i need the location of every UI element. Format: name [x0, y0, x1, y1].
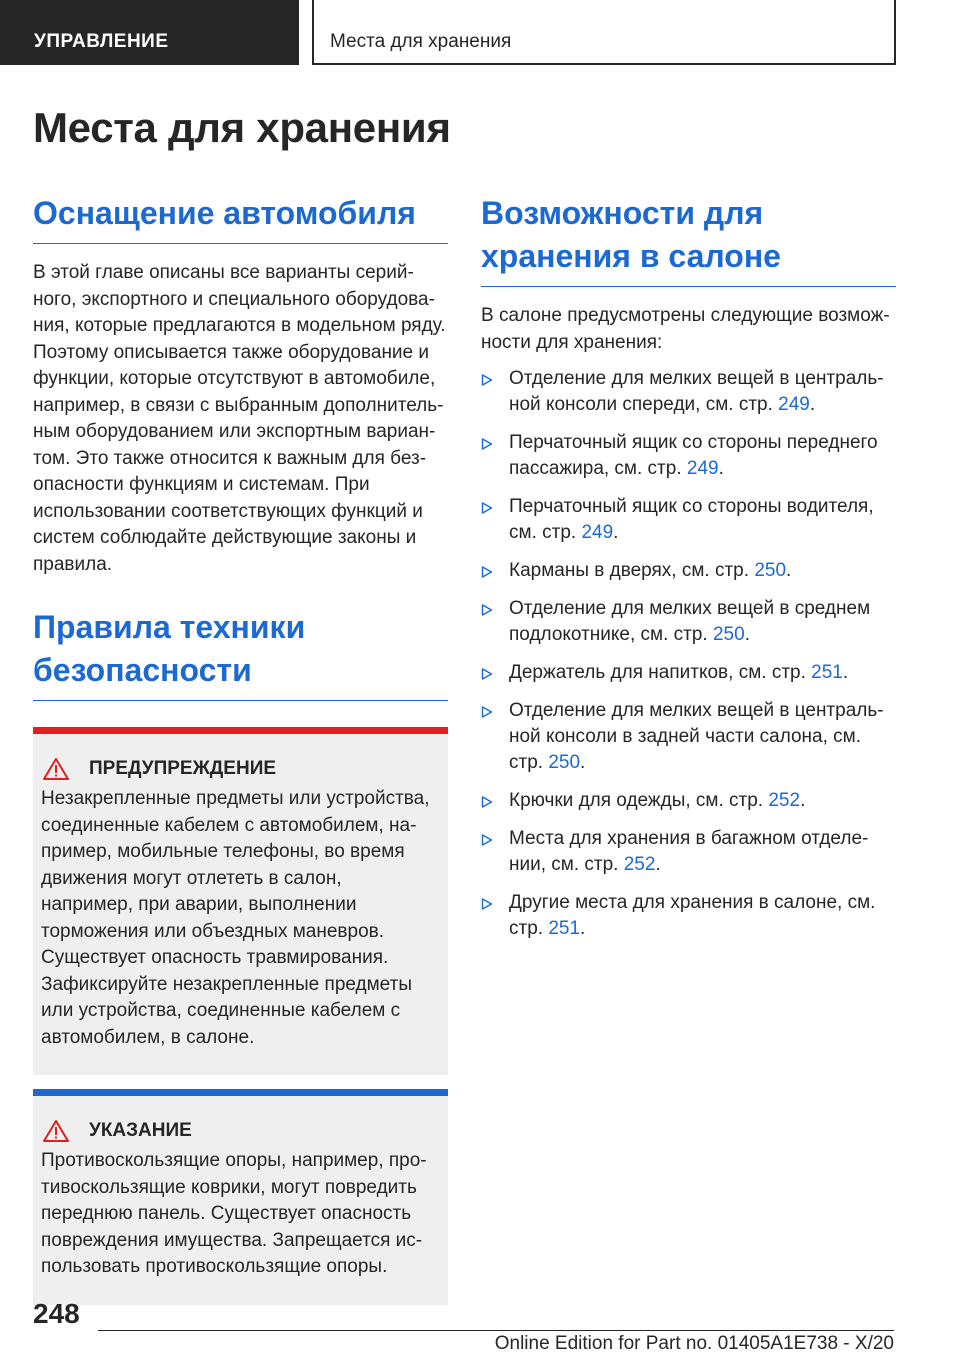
list-item — [481, 430, 896, 482]
list-item — [481, 890, 896, 942]
bullet-triangle-icon — [481, 438, 493, 450]
list-item-end: . — [580, 918, 586, 939]
list-item-text: Карманы в дверях, см. стр. — [509, 560, 755, 581]
warning-header — [43, 758, 438, 780]
list-item-text: Перчаточный ящик со стороны переднего пассажира, см. стр. — [509, 432, 878, 479]
list-item — [481, 494, 896, 546]
bullet-triangle-icon — [481, 898, 493, 910]
page-reference-link[interactable]: 250 — [548, 752, 581, 773]
list-item-end: . — [718, 458, 724, 479]
bullet-triangle-icon — [481, 604, 493, 616]
header-section-tab: УПРАВЛЕНИЕ — [0, 0, 299, 65]
list-item-end: . — [809, 394, 816, 415]
footer-rule — [98, 1330, 894, 1331]
bullet-triangle-icon — [481, 374, 493, 386]
list-item-end: . — [800, 790, 806, 811]
list-item-text: Отделение для мелких вещей в центральной консоли в задней части салона, см. стр. — [509, 700, 884, 773]
list-item-end: . — [613, 522, 619, 543]
page-reference-link[interactable]: 251 — [811, 662, 843, 683]
warning-box — [33, 727, 448, 1075]
list-item-text: Отделение для мелких вещей в центральной консоли спереди, см. стр. — [509, 368, 884, 415]
storage-intro: В салоне предусмотрены следующие возможности для хранения: — [481, 305, 890, 353]
notice-label: УКАЗАНИЕ — [89, 1120, 192, 1141]
page-reference-link[interactable]: 252 — [768, 790, 801, 811]
list-item — [481, 558, 896, 584]
list-item-end: . — [842, 662, 849, 683]
page-reference-link[interactable]: 251 — [548, 918, 581, 939]
header-topic-tab: Места для хранения — [312, 0, 896, 65]
warning-triangle-icon — [43, 758, 69, 780]
list-item — [481, 788, 896, 814]
list-item — [481, 826, 896, 878]
right-column — [481, 192, 896, 954]
list-item-text: Места для хранения в багажном отделении, см. стр. — [509, 828, 869, 875]
page-reference-link[interactable]: 250 — [754, 560, 787, 581]
page-reference-link[interactable]: 249 — [581, 522, 614, 543]
page-reference-link[interactable]: 250 — [712, 624, 745, 645]
notice-text: Противоскользящие опоры, например, противоскользящие коврики, могут повредить переднюю панель. Существует опасность повреждения имущества. Запрещается использовать противоскользящие опоры. — [41, 1150, 427, 1277]
heading-safety: Правила техники безопасности — [33, 606, 448, 701]
left-column — [33, 192, 448, 1305]
storage-list — [481, 366, 896, 942]
list-item-end: . — [786, 560, 792, 581]
notice-triangle-icon — [43, 1120, 69, 1142]
bullet-triangle-icon — [481, 668, 493, 680]
warning-text: Незакрепленные предметы или устройства, соединенные кабелем с автомобилем, например, мобильные телефоны, во время движения могут отлететь в салон, например, при аварии, выполнении торможения или объездных маневров. Существует опасность травмирования. Зафиксируйте незакрепленные предметы или устройства, соединенные кабелем с автомобилем, в салоне. — [41, 788, 430, 1048]
list-item-text: Отделение для мелких вещей в среднем подлокотнике, см. стр. — [509, 598, 871, 645]
list-item-end: . — [744, 624, 750, 645]
bullet-triangle-icon — [481, 566, 493, 578]
bullet-triangle-icon — [481, 796, 493, 808]
list-item — [481, 660, 896, 686]
list-item-text: Крючки для одежды, см. стр. — [509, 790, 769, 811]
list-item — [481, 596, 896, 648]
notice-header — [43, 1120, 438, 1142]
list-item-text: Другие места для хранения в салоне, см. стр. — [509, 892, 876, 939]
page-title: Места для хранения — [33, 104, 451, 151]
list-item-end: . — [580, 752, 586, 773]
heading-equipment: Оснащение автомобиля — [33, 192, 448, 244]
footer-edition: Online Edition for Part no. 01405A1E738 - X/20 — [494, 1333, 894, 1354]
list-item — [481, 366, 896, 418]
warning-label: ПРЕДУПРЕЖДЕНИЕ — [89, 758, 277, 779]
page-reference-link[interactable]: 249 — [686, 458, 719, 479]
list-item-end: . — [655, 854, 661, 875]
bullet-triangle-icon — [481, 706, 493, 718]
notice-box — [33, 1089, 448, 1305]
equipment-paragraph: В этой главе описаны все варианты серийного, экспортного и специального оборудования, которые предлагаются в модельном ряду. Поэтому описывается также оборудование и функции, которые отсутствуют в автомобиле, например, в связи с выбранным дополнительным оборудованием или экспортным вариантом. Это также относится к важным для безопасности функциям и системам. При использовании соответствующих функций и систем соблюдайте действующие законы и правила. — [33, 262, 446, 575]
page-reference-link[interactable]: 252 — [623, 854, 656, 875]
bullet-triangle-icon — [481, 834, 493, 846]
bullet-triangle-icon — [481, 502, 493, 514]
list-item — [481, 698, 896, 776]
list-item-text: Держатель для напитков, см. стр. — [509, 662, 812, 683]
list-item-text: Перчаточный ящик со стороны водителя, см. стр. — [509, 496, 874, 543]
page-reference-link[interactable]: 249 — [778, 394, 810, 415]
heading-storage-interior: Возможности для хранения в салоне — [481, 192, 896, 287]
page-number: 248 — [33, 1298, 80, 1329]
